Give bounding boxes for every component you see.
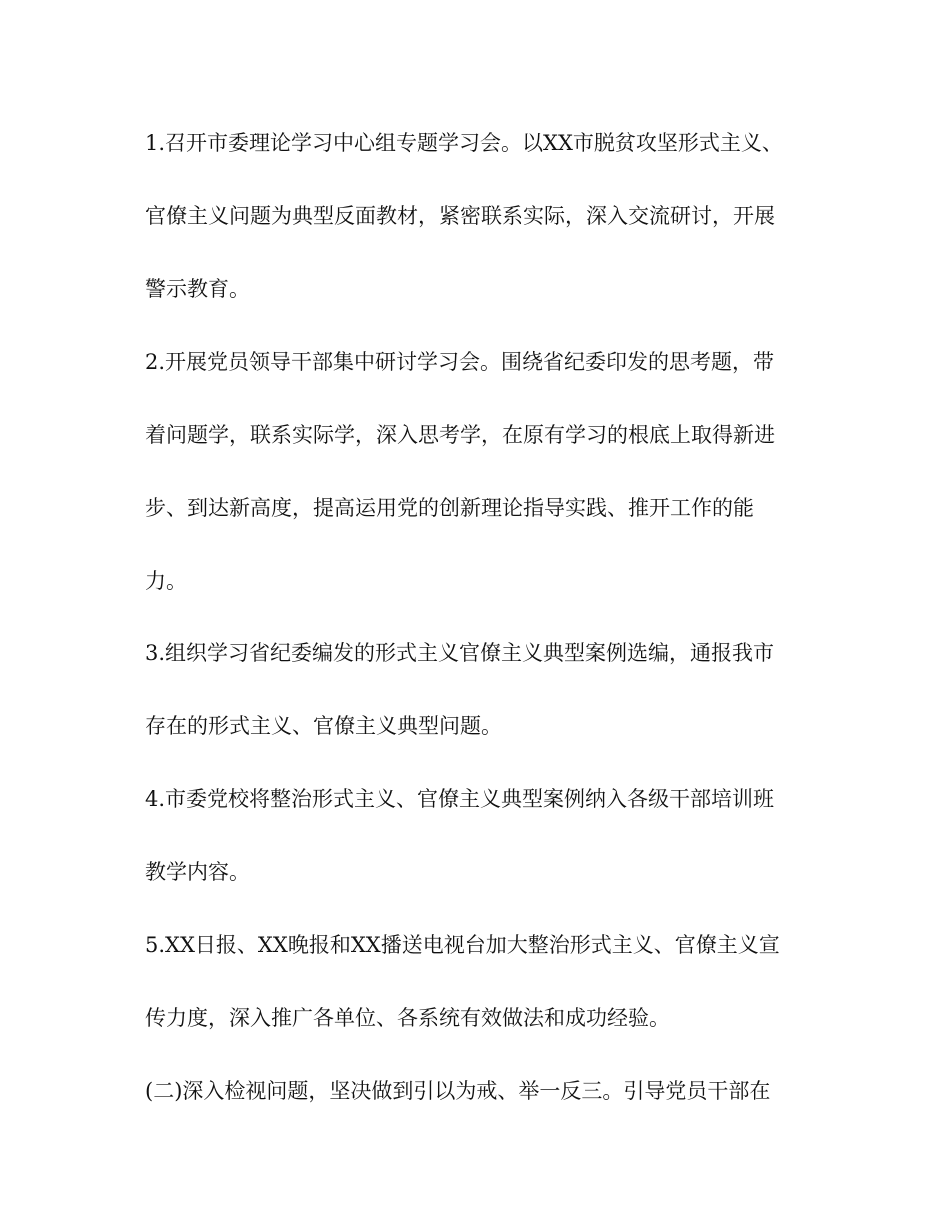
paragraph-4-line-2: 教学内容。 — [145, 860, 250, 884]
paragraph-1-line-2: 官僚主义问题为典型反面教材，紧密联系实际，深入交流研讨，开展 — [145, 204, 775, 228]
paragraph-2-line-3: 步、到达新高度，提高运用党的创新理论指导实践、推开工作的能 — [145, 496, 754, 520]
paragraph-3-line-2: 存在的形式主义、官僚主义典型问题。 — [145, 714, 502, 738]
paragraph-6-line-1: (二)深入检视问题，坚决做到引以为戒、举一反三。引导党员干部在 — [145, 1079, 771, 1103]
paragraph-2-line-1: 2.开展党员领导干部集中研讨学习会。围绕省纪委印发的思考题，带 — [145, 350, 775, 374]
paragraph-5-line-2: 传力度，深入推广各单位、各系统有效做法和成功经验。 — [145, 1006, 670, 1030]
paragraph-5-line-1: 5.XX日报、XX晚报和XX播送电视台加大整治形式主义、官僚主义宣 — [145, 933, 780, 957]
paragraph-4-line-1: 4.市委党校将整治形式主义、官僚主义典型案例纳入各级干部培训班 — [145, 787, 775, 811]
paragraph-2-line-2: 着问题学，联系实际学，深入思考学，在原有学习的根底上取得新进 — [145, 423, 775, 447]
paragraph-2-line-4: 力。 — [145, 569, 187, 593]
paragraph-1-line-1: 1.召开市委理论学习中心组专题学习会。以XX市脱贫攻坚形式主义、 — [145, 131, 783, 155]
paragraph-1-line-3: 警示教育。 — [145, 277, 250, 301]
paragraph-3-line-1: 3.组织学习省纪委编发的形式主义官僚主义典型案例选编，通报我市 — [145, 641, 775, 665]
